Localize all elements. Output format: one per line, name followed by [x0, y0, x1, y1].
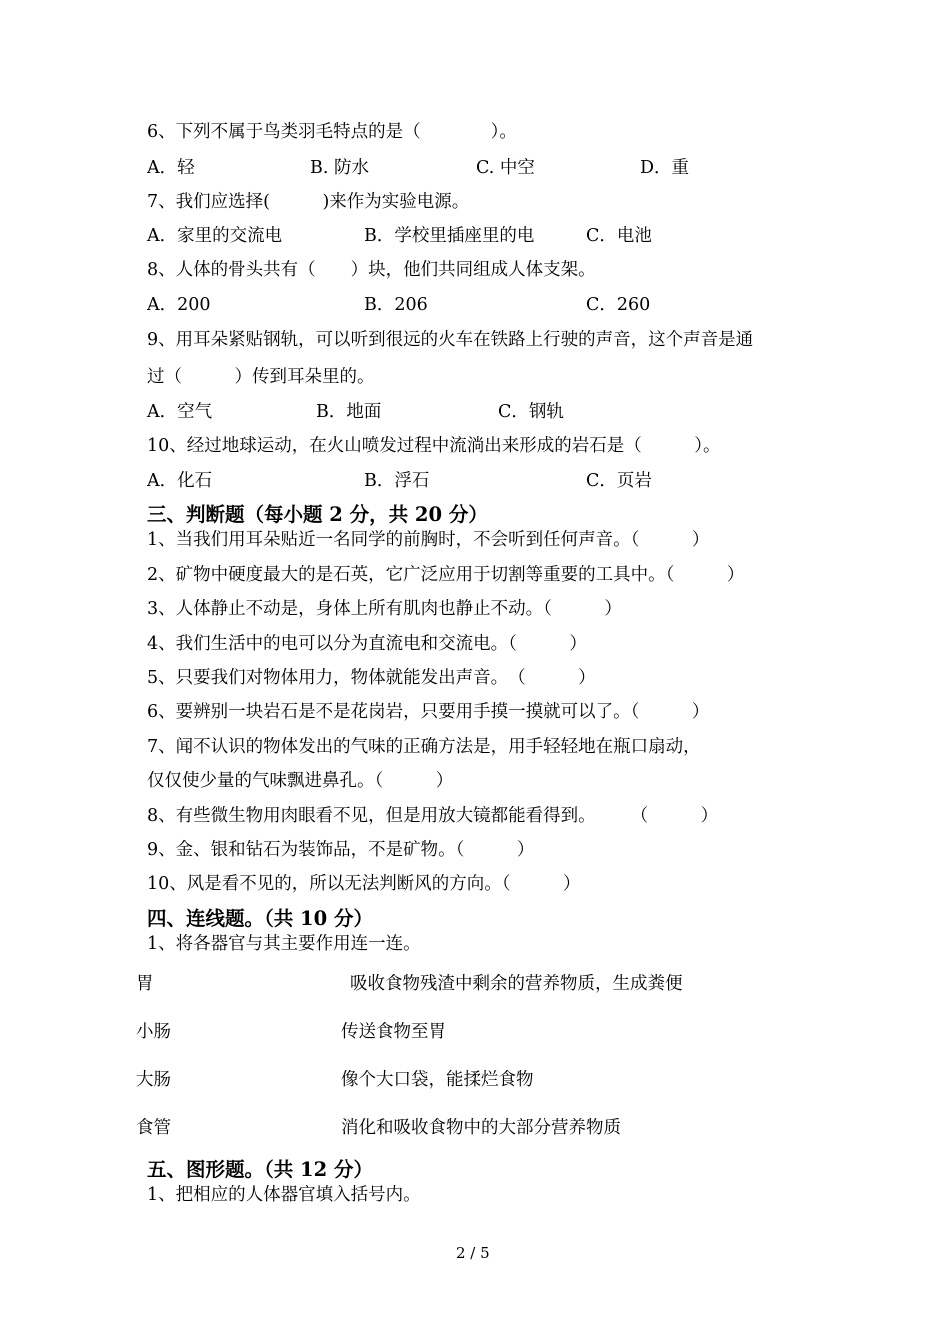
- judge-item: 6、要辨别一块岩石是不是花岗岩，只要用手摸一摸就可以了。（ ）: [147, 702, 710, 722]
- q8-option-a: A．200: [147, 295, 211, 315]
- judge-item: 2、矿物中硬度最大的是石英，它广泛应用于切割等重要的工具中。（ ）: [147, 565, 745, 585]
- judge-item: 7、闻不认识的物体发出的气味的正确方法是，用手轻轻地在瓶口扇动，: [147, 737, 701, 757]
- page-number: 2 / 5: [456, 1244, 490, 1262]
- match-left-item: 大肠: [136, 1070, 171, 1090]
- judge-item: 仅仅使少量的气味飘进鼻孔。（ ）: [147, 771, 454, 791]
- q7-option-c: C．电池: [586, 226, 652, 246]
- q6-option-c: C. 中空: [476, 158, 535, 178]
- section-figure-heading: 五、图形题。（共 12 分）: [147, 1158, 373, 1181]
- q10-option-b: B．浮石: [364, 471, 430, 491]
- judge-item: 5、只要我们对物体用力，物体就能发出声音。 （ ）: [147, 668, 596, 688]
- q6-stem: 6、下列不属于鸟类羽毛特点的是（ ）。: [147, 122, 517, 142]
- figure-instruction: 1、把相应的人体器官填入括号内。: [147, 1185, 421, 1205]
- judge-item: 10、风是看不见的，所以无法判断风的方向。（ ）: [147, 874, 581, 894]
- match-left-item: 小肠: [136, 1022, 171, 1042]
- match-right-item: 像个大口袋，能揉烂食物: [341, 1070, 534, 1090]
- q8-option-c: C．260: [586, 295, 651, 315]
- q10-stem: 10、经过地球运动，在火山喷发过程中流淌出来形成的岩石是（ ）。: [147, 436, 721, 456]
- judge-item: 4、我们生活中的电可以分为直流电和交流电。（ ）: [147, 634, 587, 654]
- q10-option-a: A．化石: [147, 471, 213, 491]
- q9-option-b: B．地面: [316, 402, 382, 422]
- section-match-heading: 四、连线题。（共 10 分）: [147, 907, 373, 930]
- match-instruction: 1、将各器官与其主要作用连一连。: [147, 934, 421, 954]
- match-right-item: 消化和吸收食物中的大部分营养物质: [341, 1118, 621, 1138]
- q6-option-b: B. 防水: [310, 158, 369, 178]
- q8-stem: 8、人体的骨头共有（ ）块，他们共同组成人体支架。: [147, 260, 596, 280]
- judge-item: 8、有些微生物用肉眼看不见，但是用放大镜都能看得到。 （ ）: [147, 806, 719, 826]
- q7-option-b: B．学校里插座里的电: [364, 226, 535, 246]
- judge-item: 3、人体静止不动是，身体上所有肌肉也静止不动。（ ）: [147, 599, 622, 619]
- match-left-item: 胃: [136, 974, 154, 994]
- q7-option-a: A．家里的交流电: [147, 226, 283, 246]
- q9-stem-line1: 9、用耳朵紧贴钢轨，可以听到很远的火车在铁路上行驶的声音，这个声音是通: [147, 330, 754, 350]
- match-left-item: 食管: [136, 1118, 171, 1138]
- q9-option-c: C．钢轨: [498, 402, 564, 422]
- q6-option-d: D．重: [640, 158, 690, 178]
- q9-option-a: A．空气: [147, 402, 213, 422]
- q7-stem: 7、我们应选择( )来作为实验电源。: [147, 192, 470, 212]
- section-judge-heading: 三、判断题（每小题 2 分，共 20 分）: [147, 503, 488, 526]
- match-right-item: 吸收食物残渣中剩余的营养物质，生成粪便: [350, 974, 683, 994]
- match-right-item: 传送食物至胃: [341, 1022, 446, 1042]
- q6-option-a: A．轻: [147, 158, 195, 178]
- q10-option-c: C．页岩: [586, 471, 652, 491]
- q9-stem-line2: 过（ ）传到耳朵里的。: [147, 367, 375, 387]
- q8-option-b: B．206: [364, 295, 428, 315]
- judge-item: 1、当我们用耳朵贴近一名同学的前胸时，不会听到任何声音。（ ）: [147, 530, 710, 550]
- judge-item: 9、金、银和钻石为装饰品，不是矿物。（ ）: [147, 840, 535, 860]
